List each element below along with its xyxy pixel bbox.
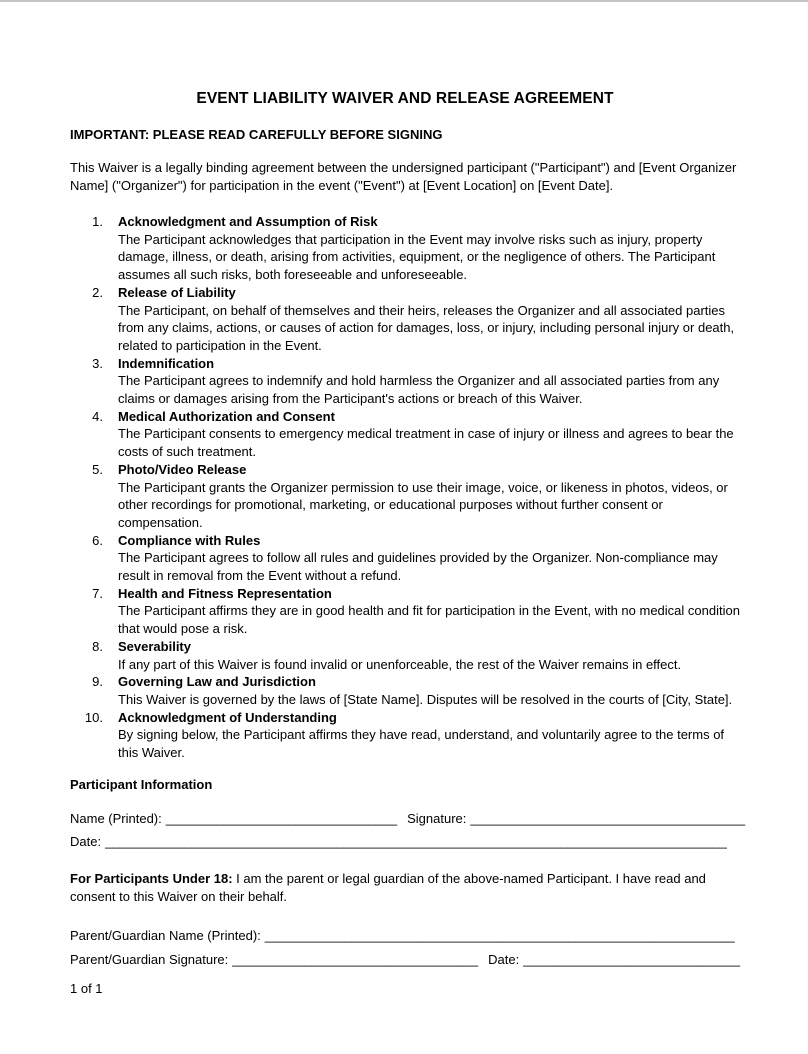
guardian-signature-date-line <box>70 948 740 972</box>
guardian-name-label: Parent/Guardian Name (Printed): <box>70 927 261 943</box>
participant-signature-block <box>70 807 746 853</box>
clause-body: The Participant agrees to indemnify and hold harmless the Organizer and all associated parties from any claims or damages arising from the Participant's actions or breach of this Waiver. <box>118 373 720 407</box>
clause-item <box>70 213 740 284</box>
clause-number: 9. <box>92 674 103 690</box>
clause-body: The Participant agrees to follow all rules and guidelines provided by the Organizer. Non-compliance may result in removal from the Event without a refund. <box>118 550 718 584</box>
clause-heading: Acknowledgment of Understanding <box>118 709 337 725</box>
under-18-text: I am the parent or legal guardian of the above-named Participant. I have read and consent to this Waiver on their behalf. <box>70 870 706 904</box>
clause-item <box>70 585 740 638</box>
clause-number: 6. <box>92 532 103 548</box>
clause-heading: Photo/Video Release <box>118 461 247 477</box>
participant-name-signature-line <box>70 807 746 830</box>
clause-heading: Indemnification <box>118 355 215 371</box>
clause-heading: Compliance with Rules <box>118 532 261 548</box>
clause-item <box>70 638 740 673</box>
clause-item <box>70 532 740 585</box>
clause-heading: Governing Law and Jurisdiction <box>118 674 316 690</box>
important-notice: IMPORTANT: PLEASE READ CAREFULLY BEFORE SIGNING <box>70 127 443 142</box>
clause-heading: Release of Liability <box>118 284 236 300</box>
guardian-name-line <box>70 924 740 948</box>
participant-information-heading: Participant Information <box>70 776 213 792</box>
clause-number: 7. <box>92 585 103 601</box>
intro-paragraph: This Waiver is a legally binding agreement between the undersigned participant ("Participant") and [Event Organizer Name] ("Organizer") for participation in the event ("Event") at [Event Location] on [Event Date]. <box>70 160 737 193</box>
guardian-name-blank: _________________________________________________________________ <box>264 927 735 943</box>
clause-number: 3. <box>92 355 103 371</box>
clause-heading: Acknowledgment and Assumption of Risk <box>118 214 378 229</box>
clause-heading: Health and Fitness Representation <box>118 585 332 601</box>
guardian-signature-label: Parent/Guardian Signature: <box>70 951 229 967</box>
clause-body: If any part of this Waiver is found invalid or unenforceable, the rest of the Waiver remains in effect. <box>118 656 682 672</box>
clause-body: By signing below, the Participant affirms they have read, understand, and voluntarily agree to the terms of this Waiver. <box>118 727 725 761</box>
clause-heading: Medical Authorization and Consent <box>118 408 335 424</box>
clause-number: 4. <box>92 408 103 424</box>
participant-name-blank: ________________________________ <box>165 810 398 826</box>
page-title: EVENT LIABILITY WAIVER AND RELEASE AGREEMENT <box>196 90 614 107</box>
clause-item <box>70 408 740 461</box>
clause-item <box>70 709 740 762</box>
participant-name-label: Name (Printed): <box>70 810 162 826</box>
clause-item <box>70 673 740 708</box>
clause-body: The Participant grants the Organizer permission to use their image, voice, or likeness in photos, videos, or other recordings for promotional, marketing, or educational purposes without further consent or compensation. <box>118 479 728 530</box>
clause-body: The Participant acknowledges that participation in the Event may involve risks such as injury, property damage, illness, or death, arising from activities, equipment, or the negligence of others. The Participant assumes all such risks, both foreseeable and unforeseeable. <box>118 231 716 283</box>
guardian-signature-block <box>70 924 740 972</box>
clause-number: 1. <box>92 214 103 229</box>
participant-date-line <box>70 830 740 853</box>
clause-number: 8. <box>92 638 103 654</box>
participant-signature-blank: ______________________________________ <box>470 810 746 826</box>
clause-number: 2. <box>92 284 103 300</box>
clause-number: 10. <box>84 709 103 725</box>
clause-item <box>70 355 740 408</box>
guardian-date-label: Date: <box>488 951 520 967</box>
page-indicator: 1 of 1 <box>70 980 103 996</box>
clause-body: The Participant, on behalf of themselves and their heirs, releases the Organizer and all associated parties from any claims, actions, or causes of action for damages, loss, or injury, including personal injury or death, related to participation in the Event. <box>118 302 735 353</box>
clause-heading: Severability <box>118 638 191 654</box>
participant-date-blank: ______________________________________________________________________________________ <box>105 833 727 849</box>
under-18-paragraph <box>70 870 740 906</box>
document-page <box>0 88 808 998</box>
clause-number: 5. <box>92 461 103 477</box>
viewport-top-edge <box>0 0 808 2</box>
participant-signature-label: Signature: <box>407 810 467 826</box>
clause-body: This Waiver is governed by the laws of [State Name]. Disputes will be resolved in the courts of [City, State]. <box>118 691 733 707</box>
under-18-lead: For Participants Under 18: <box>70 870 233 886</box>
clauses-list <box>70 213 740 762</box>
clause-item <box>70 461 740 532</box>
clause-body: The Participant affirms they are in good health and fit for participation in the Event, with no medical condition that would pose a risk. <box>118 603 740 637</box>
participant-date-label: Date: <box>70 833 102 849</box>
guardian-date-blank: ______________________________ <box>523 951 741 967</box>
clause-body: The Participant consents to emergency medical treatment in case of injury or illness and agrees to bear the costs of such treatment. <box>118 426 734 460</box>
guardian-signature-blank: __________________________________ <box>232 951 479 967</box>
clause-item <box>70 284 740 355</box>
